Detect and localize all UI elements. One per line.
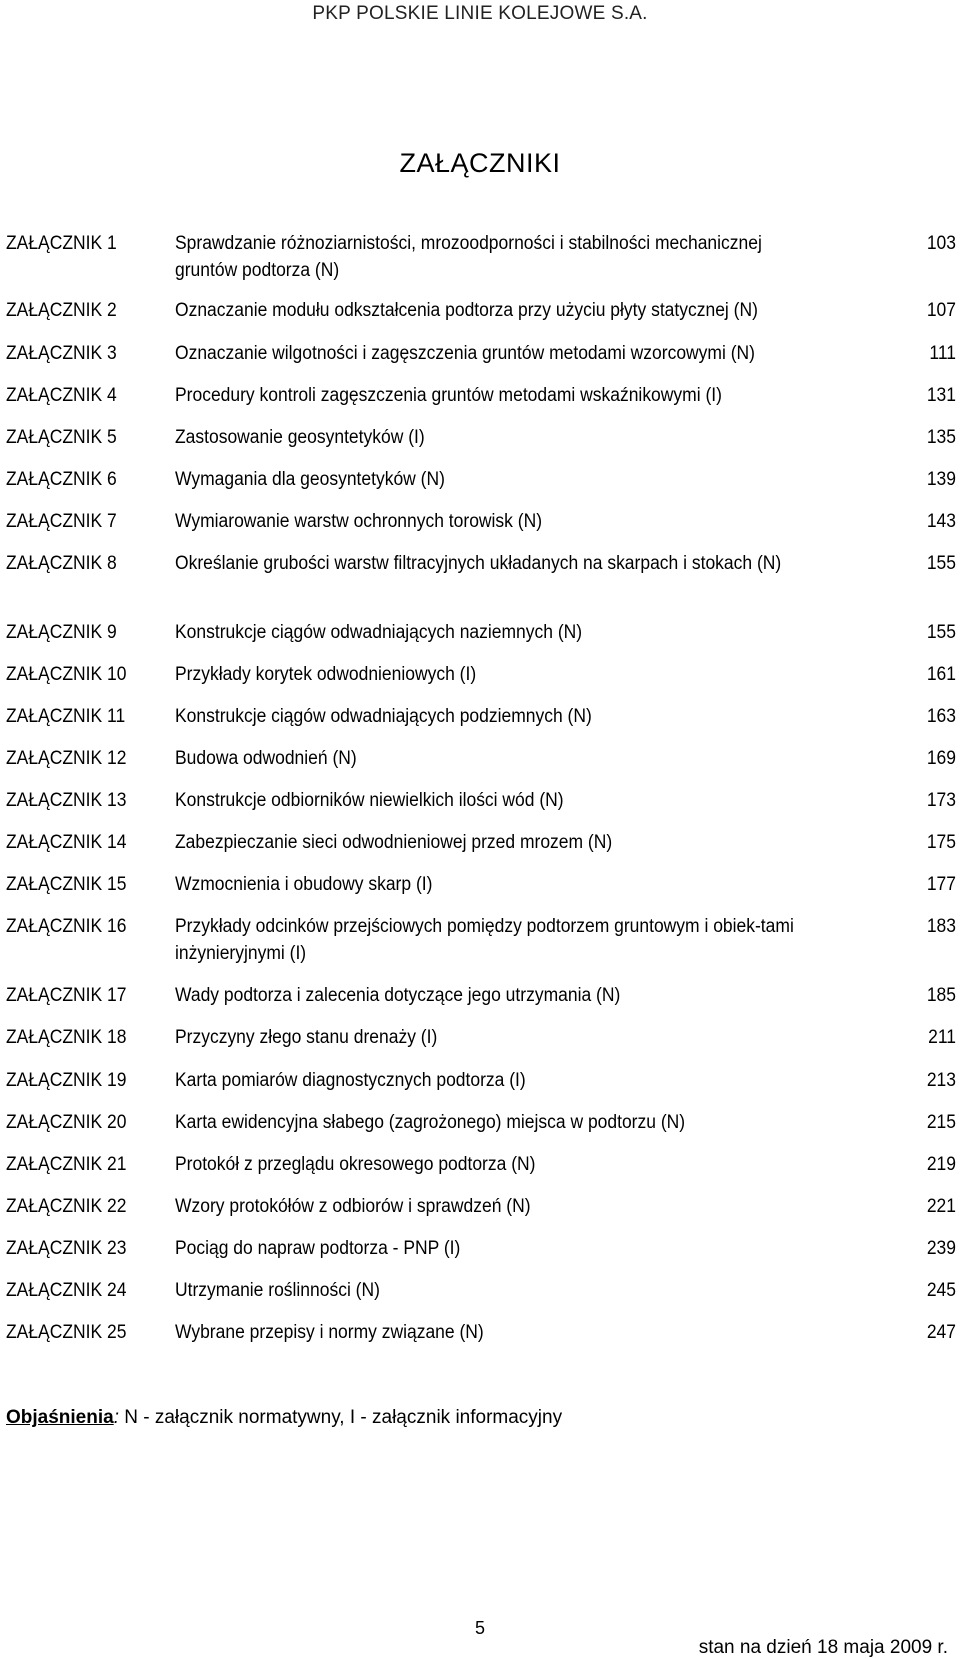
toc-page-number: 173 (926, 790, 956, 811)
toc-description: Utrzymanie roślinności (N) (175, 1280, 380, 1301)
toc-label: ZAŁĄCZNIK 8 (6, 553, 117, 574)
toc-page-number: 169 (926, 748, 956, 769)
toc-page-number: 107 (926, 300, 956, 321)
document-header: PKP POLSKIE LINIE KOLEJOWE S.A. (312, 3, 648, 24)
legend-colon: : (113, 1407, 119, 1428)
toc-description: Wzory protokółów z odbiorów i sprawdzeń (N) (175, 1196, 531, 1217)
toc-label: ZAŁĄCZNIK 21 (6, 1154, 127, 1175)
toc-label: ZAŁĄCZNIK 20 (6, 1112, 127, 1133)
page-title: ZAŁĄCZNIKI (399, 148, 561, 178)
toc-page-number: 111 (929, 343, 956, 364)
toc-description: Oznaczanie modułu odkształcenia podtorza przy użyciu płyty statycznej (N) (175, 300, 758, 321)
toc-label: ZAŁĄCZNIK 16 (6, 916, 127, 937)
toc-page-number: 219 (926, 1154, 956, 1175)
toc-description: Określanie grubości warstw filtracyjnych układanych na skarpach i stokach (N) (175, 553, 782, 574)
toc-description: Wady podtorza i zalecenia dotyczące jego utrzymania (N) (175, 985, 621, 1006)
toc-page-number: 143 (926, 511, 956, 532)
toc-page-number: 135 (926, 427, 956, 448)
toc-label: ZAŁĄCZNIK 12 (6, 748, 127, 769)
toc-description: Oznaczanie wilgotności i zagęszczenia gruntów metodami wzorcowymi (N) (175, 343, 755, 364)
toc-description: Zabezpieczanie sieci odwodnieniowej przed mrozem (N) (175, 832, 613, 853)
toc-label: ZAŁĄCZNIK 9 (6, 622, 117, 643)
toc-description: Wymiarowanie warstw ochronnych torowisk (N) (175, 511, 543, 532)
toc-description: Zastosowanie geosyntetyków (I) (175, 427, 425, 448)
legend-note (6, 1407, 562, 1429)
toc-label: ZAŁĄCZNIK 3 (6, 343, 117, 364)
toc-description: Sprawdzanie różnoziarnistości, mrozoodporności i stabilności mechanicznej gruntów podtorza (N) (175, 233, 762, 281)
toc-description: Przyczyny złego stanu drenaży (I) (175, 1027, 438, 1048)
toc-page-number: 131 (926, 385, 956, 406)
toc-label: ZAŁĄCZNIK 11 (6, 706, 126, 727)
toc-label: ZAŁĄCZNIK 13 (6, 790, 127, 811)
toc-page-number: 245 (926, 1280, 956, 1301)
toc-label: ZAŁĄCZNIK 6 (6, 469, 117, 490)
toc-label: ZAŁĄCZNIK 2 (6, 300, 117, 321)
toc-label: ZAŁĄCZNIK 17 (6, 985, 127, 1006)
toc-page-number: 213 (926, 1070, 956, 1091)
legend-key: Objaśnienia (6, 1407, 114, 1428)
toc-label: ZAŁĄCZNIK 24 (6, 1280, 127, 1301)
toc-label: ZAŁĄCZNIK 1 (6, 233, 117, 254)
toc-page-number: 139 (926, 469, 956, 490)
toc-page-number: 221 (926, 1196, 956, 1217)
toc-page-number: 185 (926, 985, 956, 1006)
toc-label: ZAŁĄCZNIK 15 (6, 874, 127, 895)
toc-description: Przykłady korytek odwodnieniowych (I) (175, 664, 477, 685)
toc-page-number: 177 (926, 874, 956, 895)
page-number: 5 (474, 1618, 485, 1638)
toc-description: Konstrukcje ciągów odwadniających podziemnych (N) (175, 706, 592, 727)
toc-description: Wybrane przepisy i normy związane (N) (175, 1322, 484, 1343)
toc-label: ZAŁĄCZNIK 22 (6, 1196, 127, 1217)
revision-date: stan na dzień 18 maja 2009 r. (698, 1637, 948, 1658)
toc-description: Karta pomiarów diagnostycznych podtorza (I) (175, 1070, 526, 1091)
toc-page-number: 163 (926, 706, 956, 727)
toc-description: Karta ewidencyjna słabego (zagrożonego) miejsca w podtorzu (N) (175, 1112, 686, 1133)
toc-page-number: 155 (926, 622, 956, 643)
toc-label: ZAŁĄCZNIK 23 (6, 1238, 127, 1259)
toc-description: Pociąg do napraw podtorza - PNP (I) (175, 1238, 461, 1259)
toc-description: Wymagania dla geosyntetyków (N) (175, 469, 445, 490)
toc-label: ZAŁĄCZNIK 4 (6, 385, 117, 406)
toc-page-number: 247 (926, 1322, 956, 1343)
toc-description: Protokół z przeglądu okresowego podtorza (N) (175, 1154, 536, 1175)
toc-label: ZAŁĄCZNIK 14 (6, 832, 127, 853)
toc-description: Procedury kontroli zagęszczenia gruntów metodami wskaźnikowymi (I) (175, 385, 722, 406)
toc-page-number: 155 (926, 553, 956, 574)
toc-description: Przykłady odcinków przejściowych pomiędzy podtorzem gruntowym i obiek-tami inżynieryjnymi (I) (175, 916, 794, 964)
toc-page-number: 239 (926, 1238, 956, 1259)
toc-page-number: 175 (926, 832, 956, 853)
legend-text: N - załącznik normatywny, I - załącznik informacyjny (118, 1407, 563, 1428)
toc-page-number: 161 (926, 664, 956, 685)
toc-description: Konstrukcje ciągów odwadniających naziemnych (N) (175, 622, 583, 643)
toc-page-number: 103 (926, 233, 956, 254)
toc-label: ZAŁĄCZNIK 5 (6, 427, 117, 448)
toc-label: ZAŁĄCZNIK 19 (6, 1070, 127, 1091)
toc-label: ZAŁĄCZNIK 18 (6, 1027, 127, 1048)
toc-description: Wzmocnienia i obudowy skarp (I) (175, 874, 433, 895)
toc-label: ZAŁĄCZNIK 7 (6, 511, 117, 532)
toc-page-number: 215 (926, 1112, 956, 1133)
toc-page-number: 211 (928, 1027, 956, 1048)
toc-label: ZAŁĄCZNIK 10 (6, 664, 127, 685)
toc-description: Konstrukcje odbiorników niewielkich ilości wód (N) (175, 790, 564, 811)
toc-label: ZAŁĄCZNIK 25 (6, 1322, 127, 1343)
toc-description: Budowa odwodnień (N) (175, 748, 357, 769)
toc-page-number: 183 (926, 916, 956, 937)
